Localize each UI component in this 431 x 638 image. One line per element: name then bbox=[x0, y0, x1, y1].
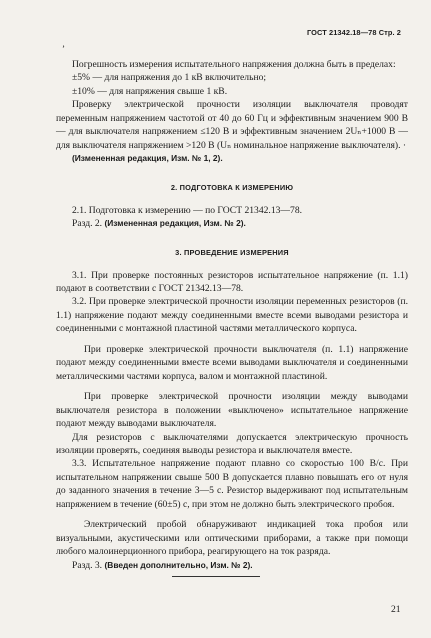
paragraph-test-voltage: Проверку электрической прочности изоляции выключателя проводят переменным напряжением частотой от 40 до 60 Гц и эффективным значением 900 В — для выключателя напряжением ≤120 В и эффективным значением 2Uₙ+1000 В — для выключателя напряжением >120 В (Uₙ номинальное напряжение выключателя). · bbox=[56, 99, 408, 151]
paragraph-tolerance-high: ±10% — для напряжения свыше 1 кВ. bbox=[72, 85, 228, 97]
paragraph-section-2-note bbox=[56, 217, 408, 230]
running-header: ГОСТ 21342.18—78 Стр. 2 bbox=[306, 28, 401, 37]
margin-mark: ʼ bbox=[62, 44, 65, 54]
amendment-note-3: (Введен дополнительно, Изм. № 2). bbox=[104, 559, 253, 570]
section-heading-3: 3. ПРОВЕДЕНИЕ ИЗМЕРЕНИЯ bbox=[175, 247, 289, 257]
amendment-note-2: (Измененная редакция, Изм. № 2). bbox=[104, 218, 246, 229]
document-body bbox=[56, 58, 408, 572]
paragraph-tolerance-low: ±5% — для напряжения до 1 кВ включительно; bbox=[72, 72, 267, 84]
amendment-note-1: (Измененная редакция, Изм. № 1, 2). bbox=[72, 153, 223, 164]
end-rule bbox=[172, 576, 260, 577]
paragraph-combined-test: Для резисторов с выключателями допускается электрическую прочность изоляции проверять, соединяя выводы резистора и выключателя вместе. bbox=[56, 431, 408, 456]
section-ref: Разд. 2. bbox=[72, 218, 105, 230]
page-number: 21 bbox=[391, 604, 401, 615]
paragraph-accuracy: Погрешность измерения испытательного напряжения должна быть в пределах: bbox=[72, 59, 396, 70]
paragraph-3-2: 3.2. При проверке электрической прочности изоляции переменных резисторов (п. 1.1) напряжение подают между соединенными вместе всеми выводами резистора и соединенными с монтажной пластиной частями металлического корпуса. bbox=[56, 296, 408, 335]
paragraph-3-1: 3.1. При проверке постоянных резисторов испытательное напряжение (п. 1.1) подают в соответствии с ГОСТ 21342.13—78. bbox=[56, 269, 408, 294]
paragraph-switch-terminals: При проверке электрической прочности изоляции между выводами выключателя резистора в положении «выключено» испытательное напряжение подают между выводами выключателя. bbox=[56, 391, 408, 430]
paragraph-breakdown-detection: Электрический пробой обнаруживают индикацией тока пробоя или визуальными, акустическими или оптическими приборами, а также при помощи любого малоинерционного прибора, реагирующего на ток разряда. bbox=[56, 519, 408, 558]
section-heading-2: 2. ПОДГОТОВКА К ИЗМЕРЕНИЮ bbox=[170, 182, 294, 192]
paragraph-2-1: 2.1. Подготовка к измерению — по ГОСТ 21342.13—78. bbox=[72, 204, 303, 216]
paragraph-3-3: 3.3. Испытательное напряжение подают плавно со скоростью 100 В/с. При испытательном напряжении свыше 500 В допускается плавно повышать его от нуля до заданного значения в течение 3—5 с. Резистор выдерживают под испытательным напряжением в течение (60±5) с, при этом не должно быть электрического пробоя. bbox=[56, 458, 408, 510]
section-ref: Разд. 3. bbox=[72, 559, 105, 571]
paragraph-switch-test: При проверке электрической прочности выключателя (п. 1.1) напряжение подают между соединенными вместе всеми выводами выключателя и соединенными металлическими частями корпуса, валом и монтажной пластиной. bbox=[56, 343, 408, 382]
paragraph-section-3-note bbox=[56, 559, 408, 572]
